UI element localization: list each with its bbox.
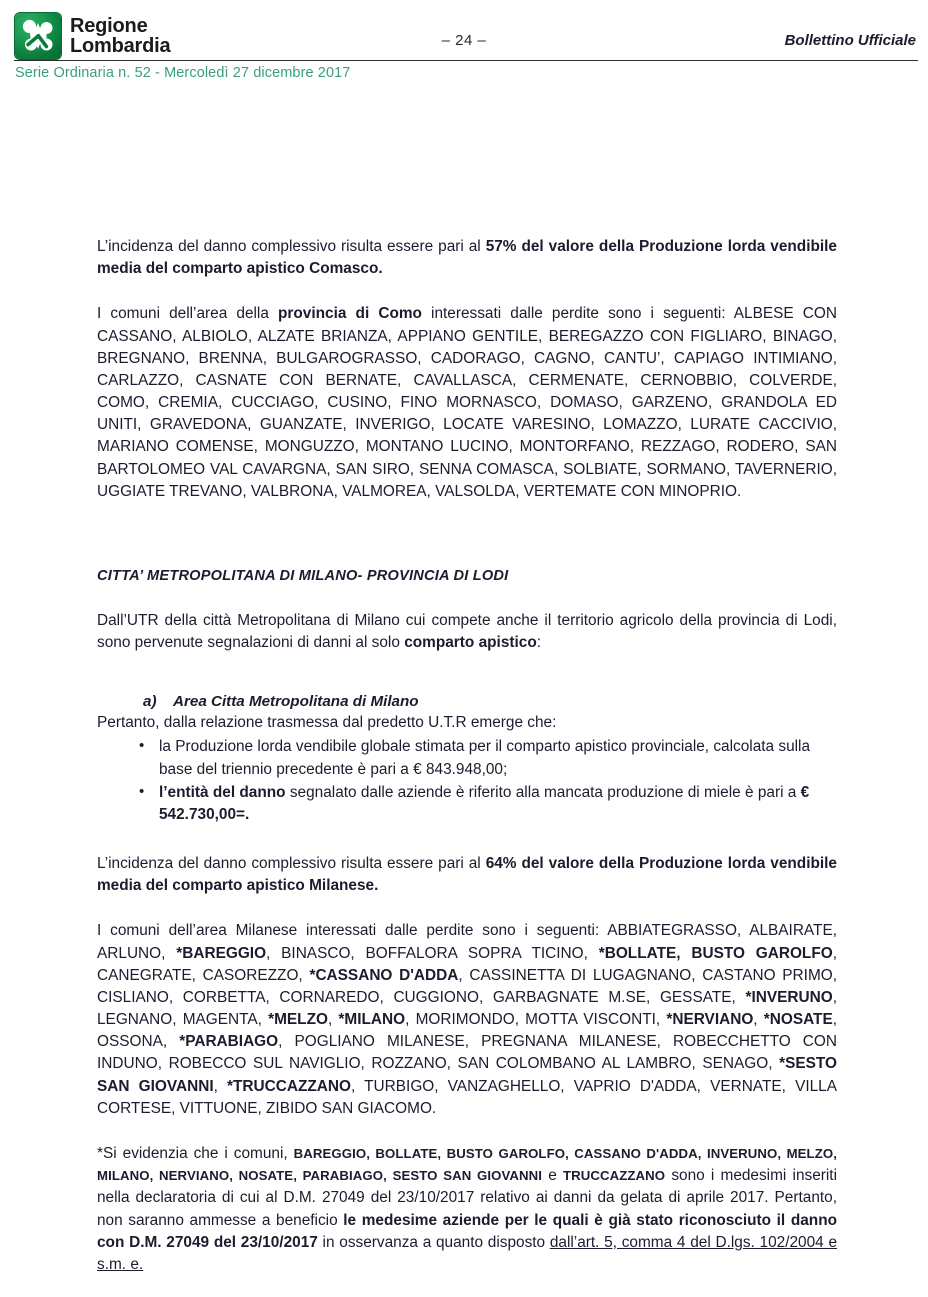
- p5-t7: ,: [753, 1011, 764, 1029]
- page-number: – 24 –: [441, 32, 487, 49]
- p5-bold-melzo: *MELZO: [268, 1011, 328, 1029]
- p3-text-b: :: [536, 634, 542, 652]
- logo-line-1: Regione: [70, 15, 148, 37]
- p1-text: L’incidenza del danno complessivo risulta essere pari al: [97, 238, 486, 255]
- p5-bold-nerviano: *NERVIANO: [666, 1011, 754, 1029]
- spacer: [97, 584, 837, 610]
- paragraph-nota-asterisco: [97, 1143, 837, 1276]
- bullet-2-text: segnalato dalle aziende è riferito alla mancata produzione di miele è pari a: [285, 783, 801, 801]
- spacer: [97, 526, 837, 568]
- p5-bold-bareggio: *BAREGGIO: [176, 944, 267, 962]
- p5-bold-milano: *MILANO: [338, 1011, 406, 1029]
- list-item: [159, 736, 837, 780]
- p6-a: *Si evidenzia che i comuni,: [97, 1144, 294, 1162]
- serie-subtitle: Serie Ordinaria n. 52 - Mercoledì 27 dicembre 2017: [15, 65, 351, 81]
- p6-smallcaps-list: BAREGGIO, BOLLATE, BUSTO GAROLFO, CASSANO D'ADDA, INVERUNO, MELZO, MILANO, NERVIANO, NOSATE, PARABIAGO, SESTO SAN GIOVANNI: [97, 1145, 837, 1184]
- p5-t5: ,: [327, 1011, 339, 1029]
- subsection-marker: a): [143, 693, 157, 711]
- p1-bold: 57% del valore della Produzione lorda vendibile media del comparto apistico Comasco.: [97, 238, 837, 278]
- p5-bold-inveruno: *INVERUNO: [745, 988, 833, 1006]
- p5-t4: , LEGNANO, MAGENTA,: [97, 988, 837, 1029]
- bullet-2-bold-a: l’entità del danno: [159, 783, 286, 801]
- subsection-a-label: [143, 693, 837, 710]
- p5-t10: ,: [213, 1077, 228, 1095]
- paragraph-incidenza-milano: [97, 853, 837, 897]
- document-content: [97, 236, 837, 1276]
- p5-bold-bollate-busto: *BOLLATE, BUSTO GAROLFO: [598, 944, 833, 962]
- paragraph-comuni-como: [97, 303, 837, 503]
- p6-smallcaps-truccazzano: TRUCCAZZANO: [562, 1168, 666, 1184]
- list-item: [159, 782, 837, 826]
- p5-t3: , CASSINETTA DI LUGAGNANO, CASTANO PRIMO, CISLIANO, CORBETTA, CORNAREDO, CUGGIONO, GARBAGNATE M.SE, GESSATE,: [97, 966, 838, 1006]
- lead-line-relazione: Pertanto, dalla relazione trasmessa dal predetto U.T.R emerge che:: [97, 714, 557, 732]
- p4-text: L’incidenza del danno complessivo risulta essere pari al: [97, 855, 486, 873]
- p6-underlined-reference: dall’art. 5, comma 4 del D.lgs. 102/2004 e s.m. e.: [97, 1233, 838, 1273]
- p5-t8: , OSSONA,: [97, 1011, 838, 1051]
- paragraph-utr-milano: [97, 610, 837, 654]
- p2-text-b: interessati dalle perdite sono i seguenti: ALBESE CON CASSANO, ALBIOLO, ALZATE BRIANZA, APPIANO GENTILE, BEREGAZZO CON FIGLIARO, BINAGO, BREGNANO, BRENNA, BULGAROGRASSO, CADORAGO, CAGNO, CANTU’, CAPIAGO INTIMIANO, CARLAZZO, CASNATE CON BERNATE, CAVALLASCA, CERMENATE, CERNOBBIO, COLVERDE, COMO, CREMIA, CUCCIAGO, CUSINO, FINO MORNASCO, DOMASO, GARZENO, GRANDOLA ED UNITI, GRAVEDONA, GUANZATE, INVERIGO, LOCATE VARESINO, LOMAZZO, LURATE CACCIVIO, MARIANO COMENSE, MONGUZZO, MONTANO LUCINO, MONTORFANO, REZZAGO, RODERO, SAN BARTOLOMEO VAL CAVARGNA, SAN SIRO, SENNA COMASCA, SOLBIATE, SORMANO, TAVERNERIO, UGGIATE TREVANO, VALBRONA, VALMOREA, VALSOLDA, VERTEMATE CON MINOPRIO.: [97, 305, 837, 500]
- bulletin-title: Bollettino Ufficiale: [784, 32, 916, 49]
- p5-t2: , CANEGRATE, CASOREZZO,: [97, 944, 837, 984]
- p5-bold-sesto: *SESTO SAN GIOVANNI: [97, 1055, 837, 1095]
- bullet-2-bold-b: € 542.730,00=.: [159, 783, 810, 823]
- header-divider: [14, 60, 918, 61]
- section-heading-milano-lodi: CITTA’ METROPOLITANA DI MILANO- PROVINCIA DI LODI: [97, 567, 509, 584]
- logo-line-2: Lombardia: [70, 35, 171, 57]
- p6-bold: le medesime aziende per le quali è già stato riconosciuto il danno con D.M. 27049 del 23/10/2017: [97, 1211, 837, 1251]
- p3-bold: comparto apistico: [404, 634, 537, 652]
- p5-t6: , MORIMONDO, MOTTA VISCONTI,: [405, 1011, 667, 1029]
- p5-t1: , BINASCO, BOFFALORA SOPRA TICINO,: [266, 944, 599, 962]
- p5-bold-cassano: *CASSANO D'ADDA: [309, 966, 459, 984]
- p5-bold-nosate: *NOSATE: [763, 1011, 833, 1029]
- p2-text-a: I comuni dell’area della: [97, 305, 279, 323]
- p6-b: e: [542, 1167, 563, 1185]
- paragraph-incidenza-como: [97, 236, 837, 280]
- p4-bold: 64% del valore della Produzione lorda vendibile media del comparto apistico Milanese.: [97, 855, 837, 895]
- paragraph-comuni-milano: [97, 920, 837, 1120]
- p5-t9: , POGLIANO MILANESE, PREGNANA MILANESE, ROBECCHETTO CON INDUNO, ROBECCO SUL NAVIGLIO, ROZZANO, SAN COLOMBANO AL LAMBRO, SENAGO,: [97, 1033, 837, 1073]
- page-header: [0, 0, 928, 62]
- p3-text-a: Dall’UTR della città Metropolitana di Milano cui compete anche il territorio agricolo della provincia di Lodi, sono pervenute segnalazioni di danni al solo: [97, 611, 837, 652]
- p2-bold: provincia di Como: [278, 305, 422, 323]
- p6-c: sono i medesimi inseriti nella declaratoria di cui al D.M. 27049 del 23/10/2017 relativo ai danni da gelata di aprile 2017. Pertanto, non saranno ammesse a beneficio: [97, 1167, 837, 1229]
- spacer: [97, 677, 837, 693]
- p5-bold-truccazzano: *TRUCCAZZANO: [227, 1077, 351, 1095]
- p5-bold-parabiago: *PARABIAGO: [179, 1033, 279, 1051]
- spacer: [97, 827, 837, 853]
- p6-d: in osservanza a quanto disposto: [317, 1233, 550, 1251]
- p5-t11: , TURBIGO, VANZAGHELLO, VAPRIO D'ADDA, VERNATE, VILLA CORTESE, VITTUONE, ZIBIDO SAN GIACOMO.: [97, 1077, 837, 1117]
- bullet-list-milano: [97, 736, 837, 826]
- bullet-1-text: la Produzione lorda vendibile globale stimata per il comparto apistico provinciale, calcolata sulla base del triennio precedente è pari a € 843.948,00;: [159, 738, 811, 778]
- subsection-title: Area Citta Metropolitana di Milano: [173, 693, 419, 711]
- p5-intro: I comuni dell’area Milanese interessati dalle perdite sono i seguenti: ABBIATEGRASSO, ALBAIRATE, ARLUNO,: [97, 922, 837, 962]
